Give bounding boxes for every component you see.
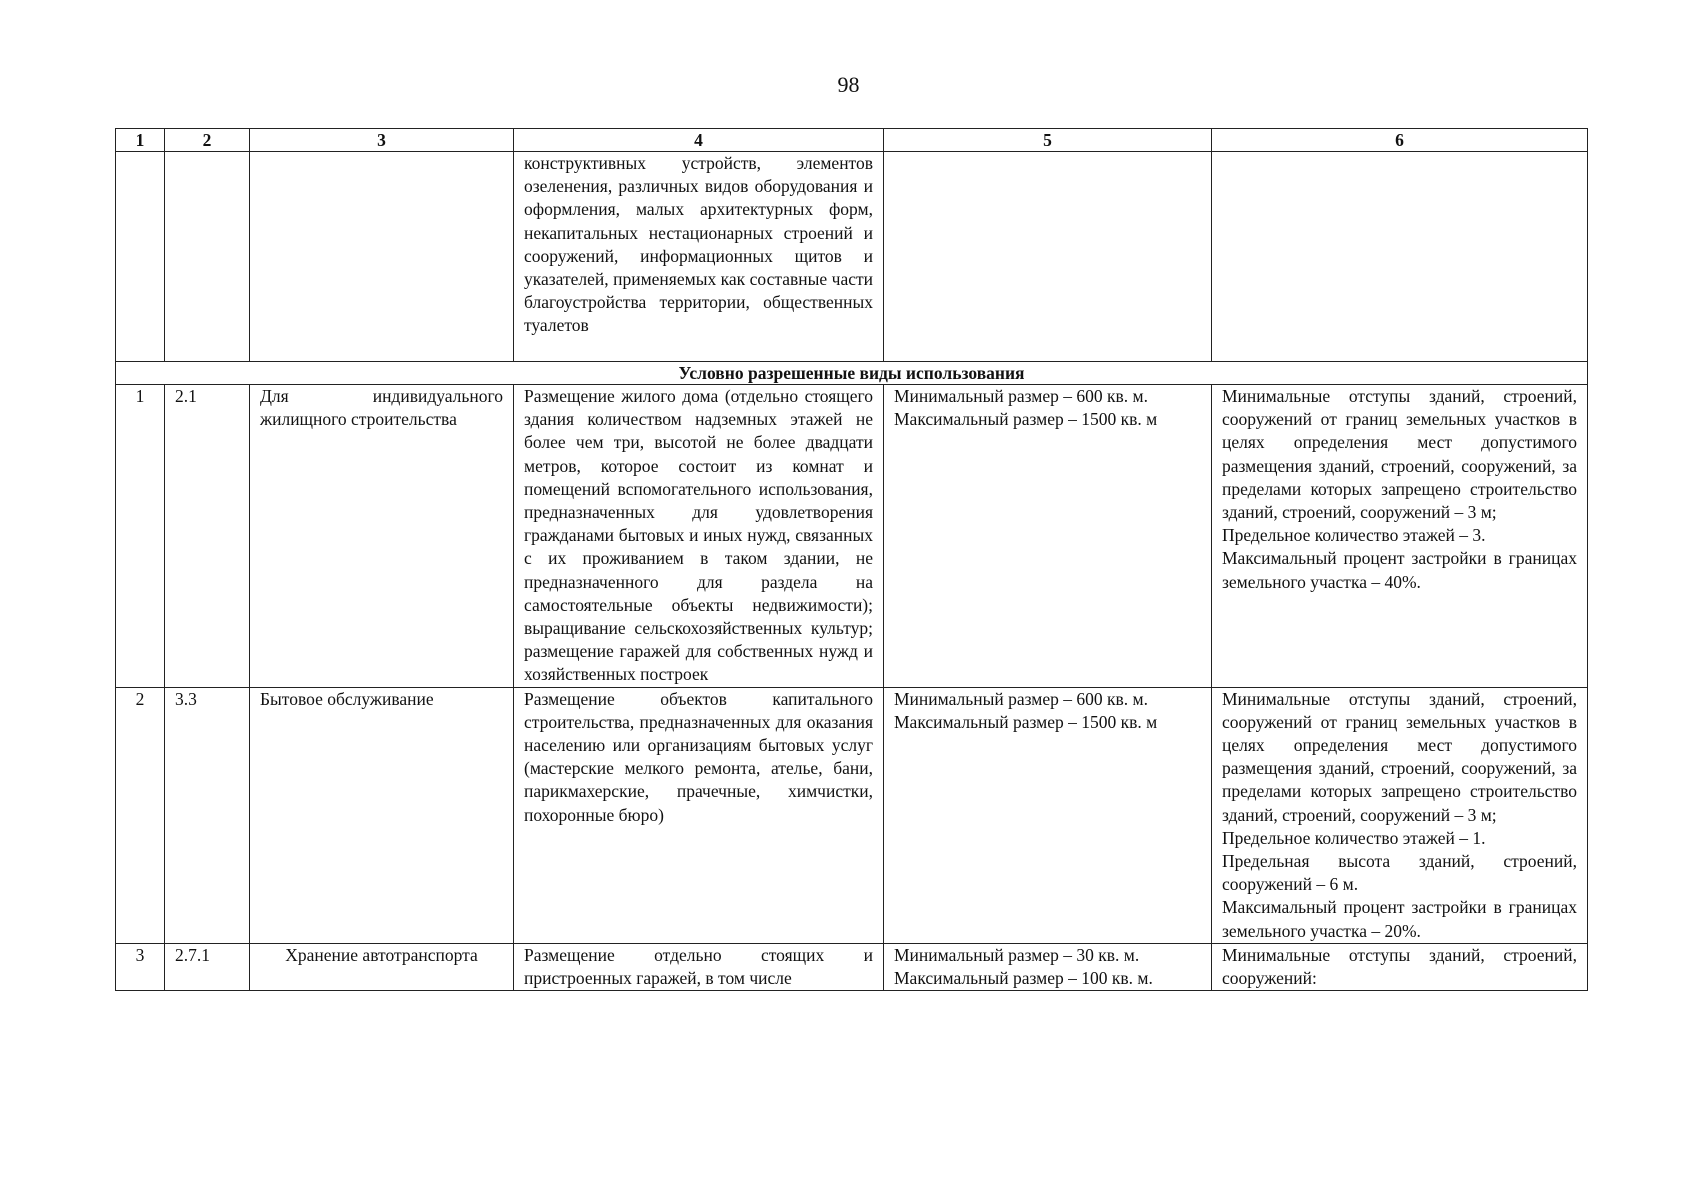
table-row [116,943,1588,990]
row-name: Бытовое обслуживание [250,687,514,943]
param-line: Максимальный процент застройки в границах земельного участка – 20%. [1222,897,1577,941]
row-params [1212,385,1588,688]
header-col-4: 4 [514,129,884,152]
row-description: Размещение отдельно стоящих и пристроенных гаражей, в том числе [524,944,873,989]
header-col-3: 3 [250,129,514,152]
param-line: Минимальные отступы зданий, строений, сооружений от границ земельных участков в целях определения мест допустимого размещения зданий, строений, сооружений, за пределами которых запрещено строительство зданий, строений, сооружений – 3 м; [1222,688,1577,825]
row-params [1212,687,1588,943]
row-number: 1 [116,385,165,688]
cell [116,152,165,362]
row-description: Размещение жилого дома (отдельно стоящего здания количеством надземных этажей не более чем три, высотой не более двадцати метров, которое состоит из комнат и помещений вспомогательного использования, предназначенных для удовлетворения гражданами бытовых и иных нужд, связанных с их проживанием в таком здании, не предназначенного для раздела на самостоятельные объекты недвижимости); выращивание сельскохозяйственных культур; размещение гаражей для собственных нужд и хозяйственных построек [514,385,884,688]
section-title: Условно разрешенные виды использования [116,362,1588,385]
row-name: Для индивидуального жилищного строительства [250,385,514,688]
size-min: Минимальный размер – 600 кв. м. [894,688,1148,709]
page-number: 98 [837,72,860,97]
row-code: 2.1 [165,385,250,688]
size-min: Минимальный размер – 30 кв. м. [894,944,1140,965]
continuation-description: конструктивных устройств, элементов озеленения, различных видов оборудования и оформления, малых архитектурных форм, некапитальных нестационарных строений и сооружений, информационных щитов и указателей, применяемых как составные части благоустройства территории, общественных туалетов [514,152,884,362]
size-min: Минимальный размер – 600 кв. м. [894,386,1148,406]
header-col-1: 1 [116,129,165,152]
cell [1212,152,1588,362]
header-row [116,129,1588,152]
param-line: Предельная высота зданий, строений, сооружений – 6 м. [1222,851,1577,895]
size-max: Максимальный размер – 100 кв. м. [894,968,1153,989]
param-line: Минимальные отступы зданий, строений, сооружений: [1222,944,1577,989]
param-line: Минимальные отступы зданий, строений, сооружений от границ земельных участков в целях определения мест допустимого размещения зданий, строений, сооружений, за пределами которых запрещено строительство зданий, строений, сооружений – 3 м; [1222,386,1577,523]
param-line: Максимальный процент застройки в границах земельного участка – 40%. [1222,548,1577,592]
header-col-2: 2 [165,129,250,152]
row-size [884,943,1212,990]
row-name: Хранение автотранспорта [250,943,514,990]
row-number: 2 [116,687,165,943]
row-size [884,385,1212,688]
section-row [116,362,1588,385]
continuation-row [116,152,1588,362]
size-max: Максимальный размер – 1500 кв. м [894,711,1158,732]
table-row [116,385,1588,688]
row-description-cell [514,943,884,990]
cell [165,152,250,362]
land-use-table [115,128,1588,991]
header-col-6: 6 [1212,129,1588,152]
cell [884,152,1212,362]
row-code: 3.3 [165,687,250,943]
row-code: 2.7.1 [165,943,250,990]
table-row [116,687,1588,943]
row-size [884,687,1212,943]
row-description: Размещение объектов капитального строительства, предназначенных для оказания населению или организациям бытовых услуг (мастерские мелкого ремонта, ателье, бани, парикмахерские, прачечные, химчистки, похоронные бюро) [514,687,884,943]
row-params [1212,943,1588,990]
header-col-5: 5 [884,129,1212,152]
cell [250,152,514,362]
size-max: Максимальный размер – 1500 кв. м [894,409,1158,430]
param-line: Предельное количество этажей – 3. [1222,525,1486,546]
row-number: 3 [116,943,165,990]
param-line: Предельное количество этажей – 1. [1222,827,1486,848]
